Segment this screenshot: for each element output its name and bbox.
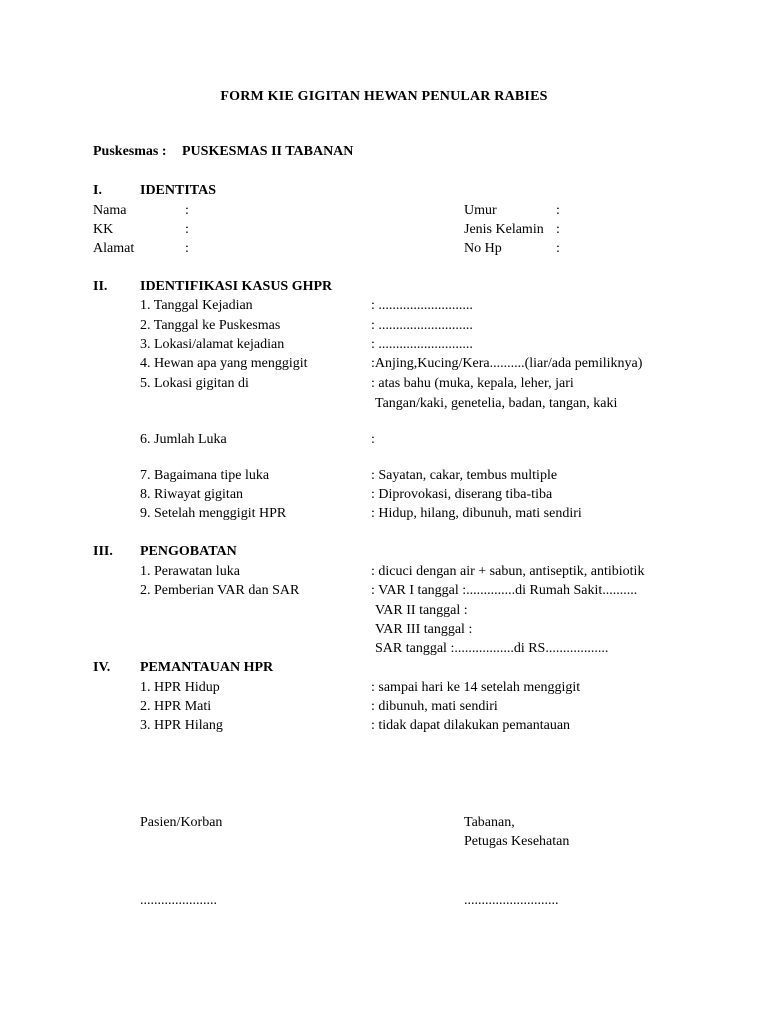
field-jenis-kelamin-colon: :: [556, 222, 560, 237]
kasus-row-value: : atas bahu (muka, kepala, leher, jari: [371, 376, 574, 391]
section-heading-pemantauan: PEMANTAUAN HPR: [140, 660, 274, 675]
pemantauan-row-label: 1. HPR Hidup: [140, 680, 220, 695]
form-title: FORM KIE GIGITAN HEWAN PENULAR RABIES: [220, 89, 548, 104]
signature-right-label: Petugas Kesehatan: [464, 834, 570, 849]
kasus-row-label: 1. Tanggal Kejadian: [140, 298, 253, 313]
signature-place: Tabanan,: [464, 815, 515, 830]
signature-right-line: ...........................: [464, 893, 559, 908]
signature-left-label: Pasien/Korban: [140, 815, 223, 830]
pengobatan-row-value: : dicuci dengan air + sabun, antiseptik, antibiotik: [371, 564, 645, 579]
kasus-row-value: : ...........................: [371, 337, 473, 352]
pengobatan-row-label: 1. Perawatan luka: [140, 564, 240, 579]
section-number-1: I.: [93, 183, 102, 198]
kasus-row-label: 7. Bagaimana tipe luka: [140, 468, 270, 483]
pengobatan-row-label: 2. Pemberian VAR dan SAR: [140, 583, 300, 598]
field-alamat-colon: :: [185, 241, 189, 256]
field-kk-label: KK: [93, 222, 114, 237]
puskesmas-value: PUSKESMAS II TABANAN: [182, 144, 354, 159]
field-umur-colon: :: [556, 203, 560, 218]
kasus-row-label: 4. Hewan apa yang menggigit: [140, 356, 308, 371]
field-umur-label: Umur: [464, 203, 497, 218]
kasus-row-value: : Sayatan, cakar, tembus multiple: [371, 468, 558, 483]
section-number-3: III.: [93, 544, 113, 559]
puskesmas-label: Puskesmas :: [93, 144, 167, 159]
field-alamat-label: Alamat: [93, 241, 135, 256]
section-number-2: II.: [93, 279, 108, 294]
kasus-row-value: :: [371, 432, 375, 447]
field-jenis-kelamin-label: Jenis Kelamin: [464, 222, 544, 237]
signature-left-line: ......................: [140, 893, 217, 908]
field-nama-colon: :: [185, 203, 189, 218]
kasus-row-value: : ...........................: [371, 298, 473, 313]
field-no-hp-label: No Hp: [464, 241, 502, 256]
pengobatan-row-value-continuation: VAR II tanggal :: [375, 603, 468, 618]
kasus-row-value: : ...........................: [371, 318, 473, 333]
pemantauan-row-value: : tidak dapat dilakukan pemantauan: [371, 718, 571, 733]
kasus-row-label: 8. Riwayat gigitan: [140, 487, 244, 502]
kasus-row-value-continuation: Tangan/kaki, genetelia, badan, tangan, kaki: [375, 396, 618, 411]
pengobatan-row-value: : VAR I tanggal :..............di Rumah Sakit..........: [371, 583, 638, 598]
section-heading-kasus: IDENTIFIKASI KASUS GHPR: [140, 279, 333, 294]
kasus-row-label: 6. Jumlah Luka: [140, 432, 227, 447]
kasus-row-label: 2. Tanggal ke Puskesmas: [140, 318, 281, 333]
pemantauan-row-label: 2. HPR Mati: [140, 699, 212, 714]
kasus-row-value: : Diprovokasi, diserang tiba-tiba: [371, 487, 553, 502]
field-kk-colon: :: [185, 222, 189, 237]
pengobatan-row-value-continuation: VAR III tanggal :: [375, 622, 473, 637]
kasus-row-label: 3. Lokasi/alamat kejadian: [140, 337, 285, 352]
kasus-row-value: : Hidup, hilang, dibunuh, mati sendiri: [371, 506, 582, 521]
kasus-row-label: 5. Lokasi gigitan di: [140, 376, 249, 391]
section-heading-identitas: IDENTITAS: [140, 183, 216, 198]
pemantauan-row-label: 3. HPR Hilang: [140, 718, 223, 733]
kasus-row-value: :Anjing,Kucing/Kera..........(liar/ada pemiliknya): [371, 356, 643, 371]
pemantauan-row-value: : sampai hari ke 14 setelah menggigit: [371, 680, 581, 695]
field-no-hp-colon: :: [556, 241, 560, 256]
section-number-4: IV.: [93, 660, 111, 675]
pemantauan-row-value: : dibunuh, mati sendiri: [371, 699, 498, 714]
pengobatan-row-value-continuation: SAR tanggal :.................di RS..................: [375, 641, 609, 656]
section-heading-pengobatan: PENGOBATAN: [140, 544, 237, 559]
kasus-row-label: 9. Setelah menggigit HPR: [140, 506, 287, 521]
field-nama-label: Nama: [93, 203, 127, 218]
